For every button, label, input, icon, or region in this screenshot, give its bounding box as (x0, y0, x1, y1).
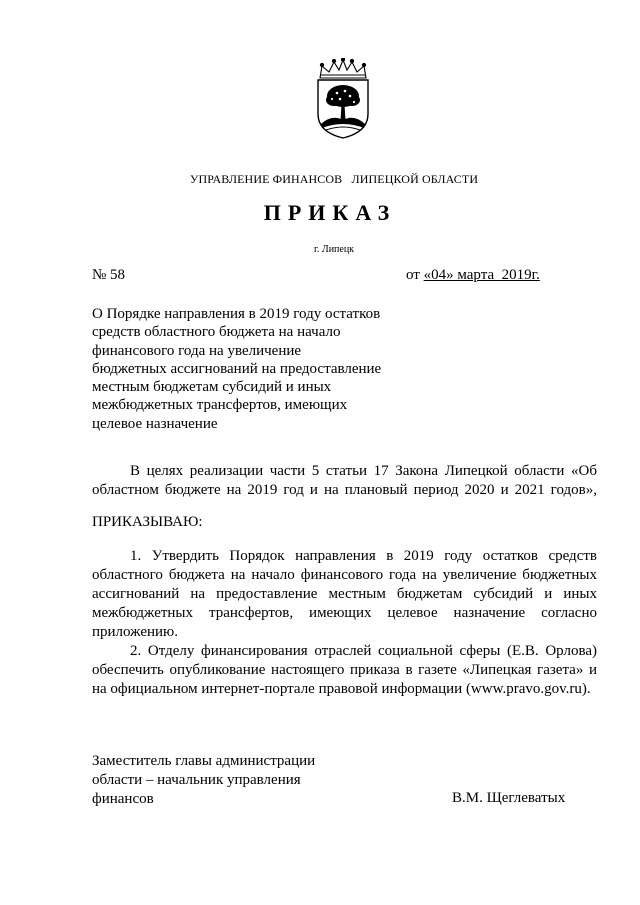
date-prefix: от (406, 267, 424, 283)
subject-line: местным бюджетам субсидий и иных (92, 379, 332, 396)
order-date (406, 267, 540, 284)
signer-position (92, 752, 315, 809)
date-year: 2019г. (501, 267, 540, 283)
coat-of-arms-icon (312, 58, 374, 140)
item-1-line: 1. Утвердить Порядок направления в 2019 году остатков средств (130, 548, 597, 564)
date-day: «04» (423, 267, 454, 283)
subject-line: бюджетных ассигнований на предоставление (92, 360, 382, 377)
item-1-line: приложению. (92, 624, 179, 640)
subject-line: межбюджетных трансфертов, имеющих (92, 397, 348, 414)
signer-name: В.М. Щеглеватых (452, 790, 566, 806)
item-2-line: обеспечить опубликование настоящего приказа в газете «Липецкая газета» и (92, 662, 597, 678)
item-2-line: 2. Отделу финансирования отраслей социальной сферы (Е.В. Орлова) (130, 643, 597, 659)
item-1-line: ассигнований на предоставление местным бюджетам субсидий и иных (92, 586, 597, 602)
preamble-paragraph (92, 462, 597, 500)
preamble-line: областном бюджете на 2019 год и на плановый период 2020 и 2021 годов», (92, 482, 597, 498)
document-title: ПРИКАЗ (263, 200, 397, 225)
date-month: марта (457, 267, 495, 283)
signer-position-line: области – начальник управления (92, 772, 301, 788)
preamble-line: В целях реализации части 5 статьи 17 Закона Липецкой области «Об (130, 463, 597, 479)
item-1-paragraph (92, 547, 597, 642)
item-2-paragraph (92, 642, 597, 699)
subject-line: целевое назначение (92, 415, 218, 432)
document-city: г. Липецк (313, 244, 355, 255)
order-subject (92, 305, 412, 433)
signer-position-line: Заместитель главы администрации (92, 753, 316, 769)
item-1-line: областного бюджета на начало финансового года на увеличение бюджетных (92, 567, 597, 583)
organization-name: УПРАВЛЕНИЕ ФИНАНСОВ ЛИПЕЦКОЙ ОБЛАСТИ (189, 172, 479, 186)
subject-line: О Порядке направления в 2019 году остатков (92, 306, 381, 322)
item-2-line: на официальном интернет-портале правовой информации (www.pravo.gov.ru). (92, 681, 591, 697)
signer-position-line: финансов (92, 791, 154, 807)
subject-line: финансового года на увеличение (92, 342, 302, 359)
subject-line: средств областного бюджета на начало (92, 324, 341, 341)
item-1-line: межбюджетных трансфертов, имеющих целевое назначение согласно (92, 605, 597, 621)
decree-word: ПРИКАЗЫВАЮ: (92, 514, 203, 530)
order-number: № 58 (92, 267, 126, 283)
